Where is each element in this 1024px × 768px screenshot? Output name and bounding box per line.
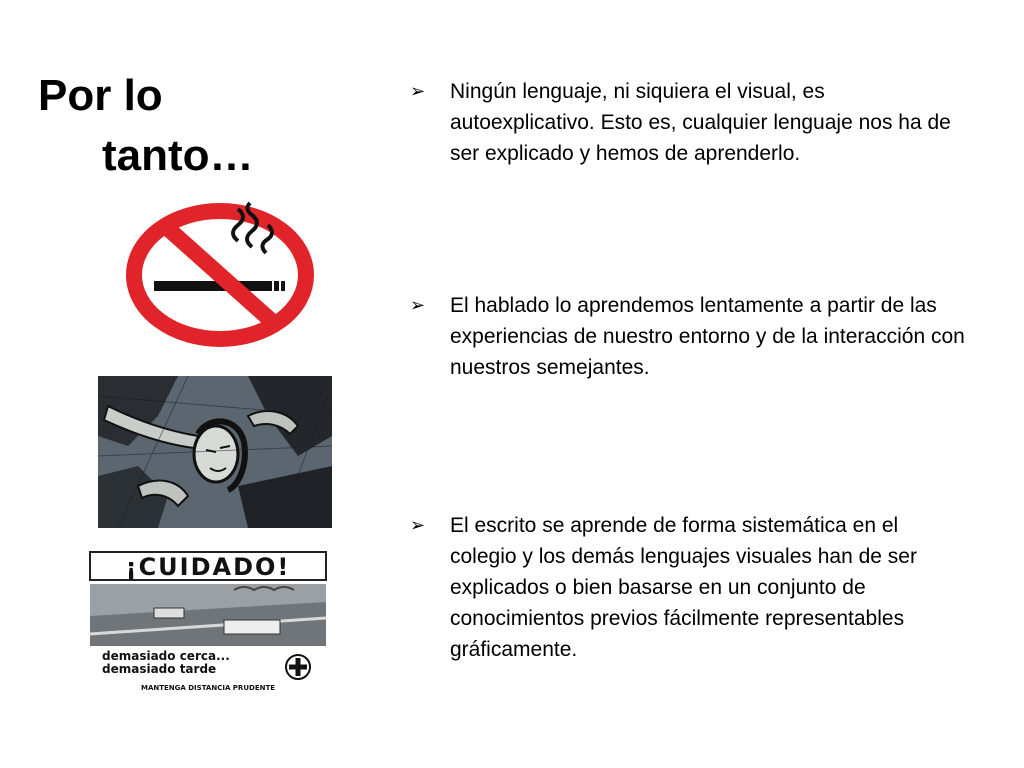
bullet-item	[410, 290, 970, 383]
woodcut-illustration-image	[98, 376, 332, 528]
bullet-item	[410, 76, 970, 169]
poster-heading: ¡CUIDADO!	[125, 553, 291, 581]
slide-title	[38, 66, 254, 186]
title-line-2: tanto…	[102, 131, 254, 180]
no-smoking-icon	[120, 197, 320, 353]
poster-footer: MANTENGA DISTANCIA PRUDENTE	[140, 684, 276, 692]
bullet-text: El escrito se aprende de forma sistemática en el colegio y los demás lenguajes visuales han de ser explicados o bien basarse en un conjunto de conocimientos previos fácilmente representables gráficamente.	[450, 514, 917, 661]
cuidado-poster-image	[84, 546, 332, 694]
bullet-arrow-icon: ➢	[410, 515, 426, 535]
title-line-1: Por lo	[38, 71, 163, 120]
poster-line-2: demasiado tarde	[102, 662, 217, 676]
poster-line-1: demasiado cerca...	[102, 649, 230, 663]
bullet-arrow-icon: ➢	[410, 81, 426, 101]
bullet-item	[410, 510, 970, 665]
bullet-arrow-icon: ➢	[410, 295, 426, 315]
bullet-text: El hablado lo aprendemos lentamente a partir de las experiencias de nuestro entorno y de la interacción con nuestros semejantes.	[450, 294, 965, 379]
bullet-text: Ningún lenguaje, ni siquiera el visual, es autoexplicativo. Esto es, cualquier lenguaje nos ha de ser explicado y hemos de aprenderlo.	[450, 80, 951, 165]
